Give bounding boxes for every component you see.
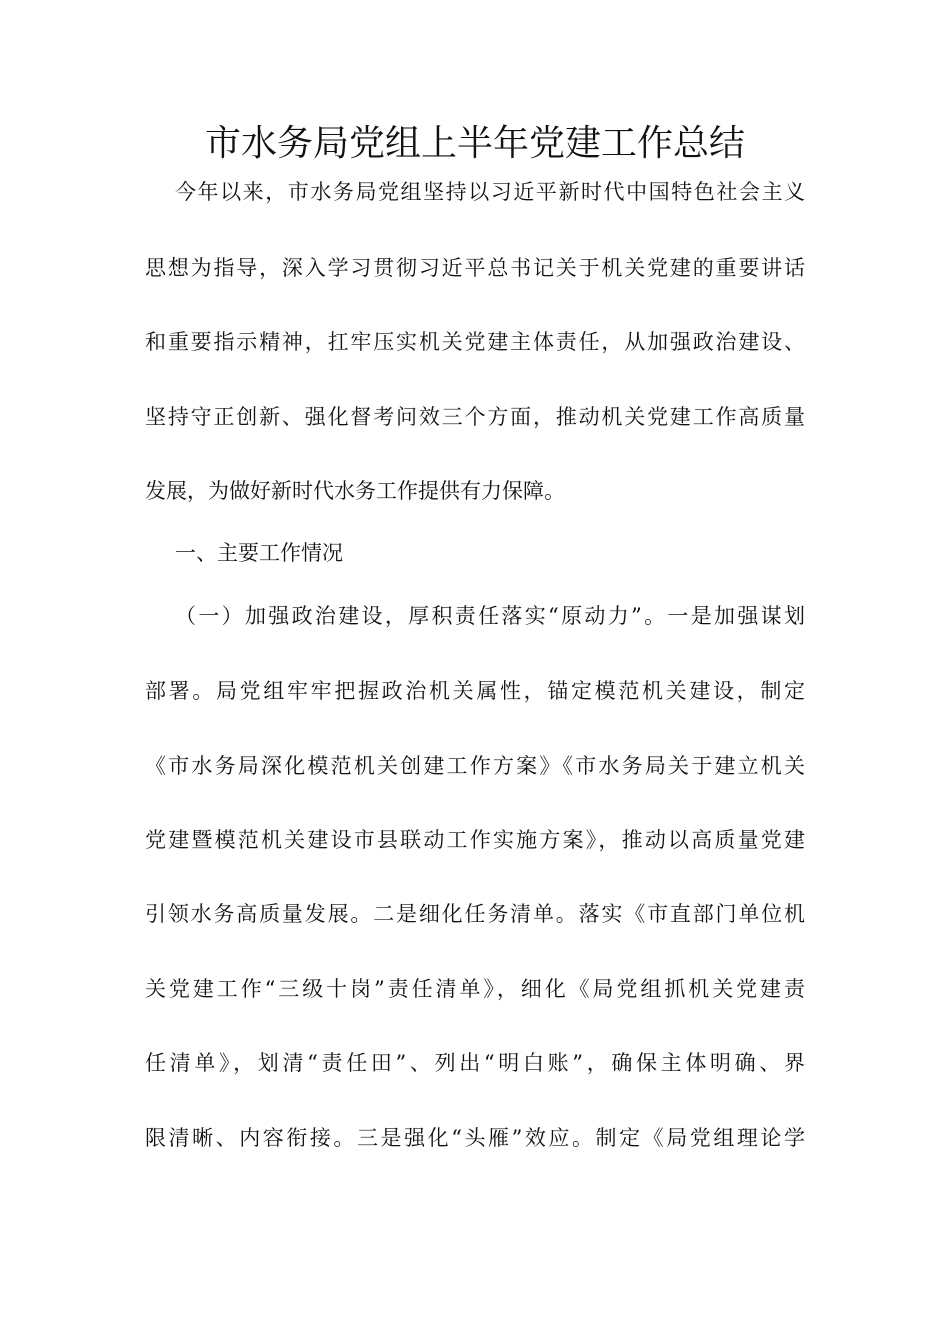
paragraph-line: （一）加强政治建设，厚积责任落实“原动力”。一是加强谋划	[175, 604, 805, 628]
paragraph-line: 思想为指导，深入学习贯彻习近平总书记关于机关党建的重要讲话	[145, 256, 805, 280]
paragraph-line: 党建暨模范机关建设市县联动工作实施方案》，推动以高质量党建	[145, 828, 805, 852]
paragraph-line: 发展，为做好新时代水务工作提供有力保障。	[145, 479, 565, 503]
paragraph-line: 和重要指示精神，扛牢压实机关党建主体责任，从加强政治建设、	[145, 330, 805, 354]
paragraph-line: 部署。局党组牢牢把握政治机关属性，锚定模范机关建设，制定	[145, 679, 805, 703]
paragraph-line: 关党建工作“三级十岗”责任清单》，细化《局党组抓机关党建责	[145, 977, 805, 1001]
paragraph-line: 引领水务高质量发展。二是细化任务清单。落实《市直部门单位机	[145, 902, 805, 926]
paragraph-line: 坚持守正创新、强化督考问效三个方面，推动机关党建工作高质量	[145, 405, 805, 429]
paragraph-line: 限清晰、内容衔接。三是强化“头雁”效应。制定《局党组理论学	[145, 1126, 805, 1150]
paragraph-line: 今年以来，市水务局党组坚持以习近平新时代中国特色社会主义	[175, 180, 805, 204]
document-title: 市水务局党组上半年党建工作总结	[204, 123, 745, 164]
section-heading: 一、主要工作情况	[175, 541, 343, 565]
paragraph-line: 《市水务局深化模范机关创建工作方案》《市水务局关于建立机关	[145, 754, 805, 778]
paragraph-line: 任清单》，划清“责任田”、列出“明白账”，确保主体明确、界	[145, 1051, 805, 1075]
